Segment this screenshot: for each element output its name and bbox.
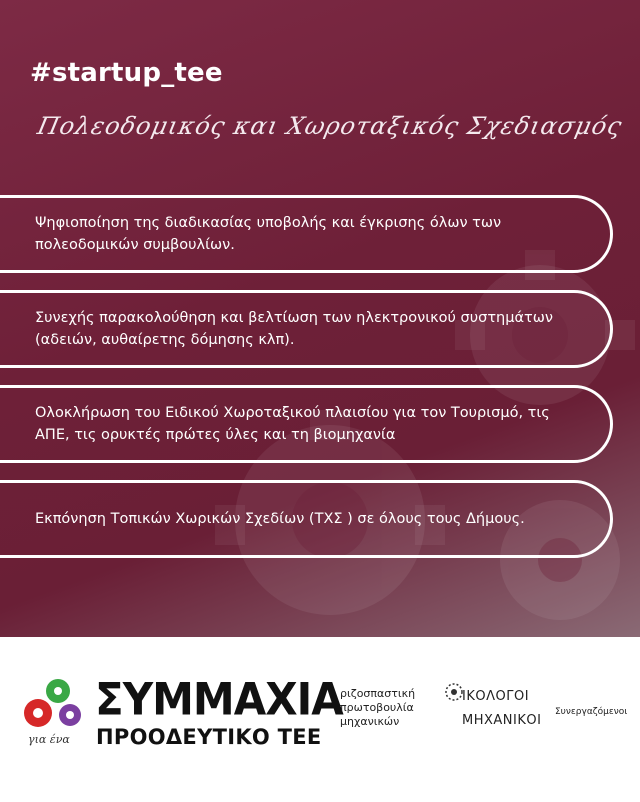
- cooperating-label: Συνεργαζόμενοι: [555, 707, 628, 717]
- list-item: [0, 290, 613, 368]
- brand-line-2: ΠΡΟΟΔΕΥΤΙΚΟ ΤΕΕ: [96, 725, 322, 749]
- partner-logo-2: ΙΚΟΛΟΓΟΙ ΜΗΧΑΝΙΚΟΙ: [462, 689, 542, 728]
- list-item-text: Συνεχής παρακολούθηση και βελτίωση των ηλεκτρονικού συστημάτων (αδειών, αυθαίρετης δόμησης κλπ).: [35, 310, 553, 348]
- gears-logo-icon: [18, 675, 88, 735]
- list-item-text: Ψηφιοποίηση της διαδικασίας υποβολής και έγκρισης όλων των πολεοδομικών συμβουλίων.: [35, 215, 502, 253]
- ecology-logo-icon: [445, 683, 463, 701]
- partner-logo-1: ριζοσπαστική πρωτοβουλία μηχανικών: [340, 687, 416, 728]
- logo-tagline: για ένα: [28, 733, 70, 746]
- hashtag-title: #startup_tee: [30, 58, 223, 88]
- list-item: [0, 385, 613, 463]
- list-item-text: Ολοκλήρωση του Ειδικού Χωροταξικού πλαισίου για τον Τουρισμό, τις ΑΠΕ, τις ορυκτές πρώτες ύλες και τη βιομηχανία: [35, 405, 550, 443]
- brand-line-1: ΣΥΜΜΑΧΙΑ: [95, 673, 343, 726]
- page-subtitle: Πολεοδομικός και Χωροταξικός Σχεδιασμός: [35, 112, 625, 140]
- list-item: [0, 195, 613, 273]
- list-item-text: Εκπόνηση Τοπικών Χωρικών Σχεδίων (ΤΧΣ ) σε όλους τους Δήμους.: [35, 511, 525, 527]
- footer: [0, 637, 640, 802]
- list-item: [0, 480, 613, 558]
